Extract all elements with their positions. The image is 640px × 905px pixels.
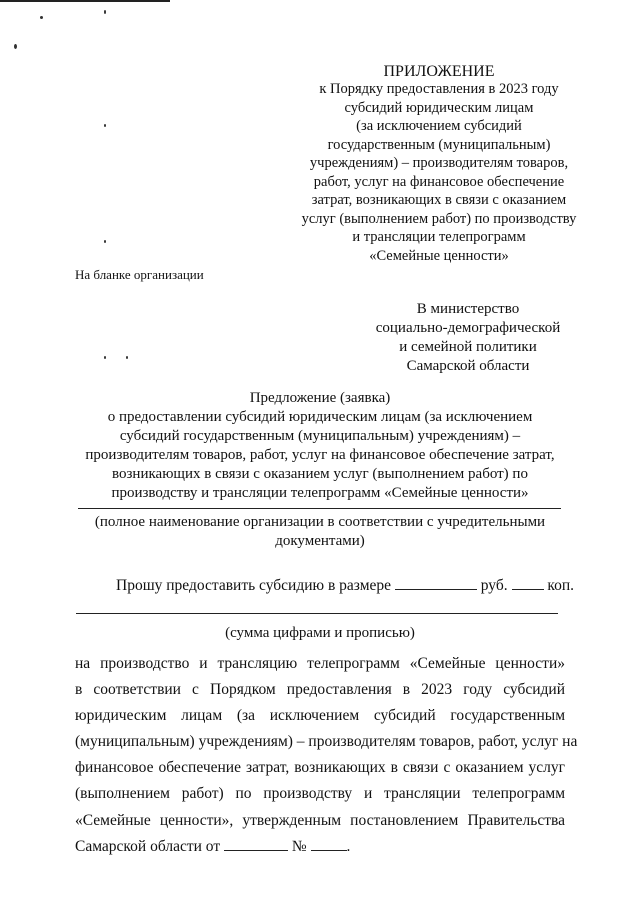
scan-speck xyxy=(126,356,128,359)
appendix-line: «Семейные ценности» xyxy=(369,247,509,264)
addressee-line: В министерство xyxy=(416,301,520,317)
body-line: финансовое обеспечение затрат, возникающих в связи с оказанием услуг xyxy=(75,759,565,777)
proposal-line: субсидий государственным (муниципальным) учреждениям) – xyxy=(119,428,521,444)
proposal-line: производителям товаров, работ, услуг на финансовое обеспечение затрат, xyxy=(85,447,555,463)
proposal-line: возникающих в связи с оказанием услуг (выполнением работ) по xyxy=(112,466,528,482)
scan-speck xyxy=(40,16,43,19)
body-line: в соответствии с Порядком предоставления в 2023 году субсидий xyxy=(75,681,565,699)
body-line: юридическим лицам (за исключением субсидий государственным xyxy=(75,707,565,725)
letterhead-note: На бланке организации xyxy=(75,267,204,282)
caption-line: документами) xyxy=(275,533,365,549)
proposal-line: производству и трансляции телепрограмм «Семейные ценности» xyxy=(111,485,529,501)
scan-speck xyxy=(104,356,106,359)
body-line: (выполнением работ) по производству и трансляции телепрограмм xyxy=(75,785,565,803)
appendix-line: субсидий юридическим лицам xyxy=(344,99,534,116)
scan-speck xyxy=(104,124,106,127)
appendix-line: и трансляции телепрограмм xyxy=(352,229,526,245)
top-rule xyxy=(0,0,170,2)
scan-speck xyxy=(14,44,17,49)
body-last-line: Самарской области от № . xyxy=(75,837,351,855)
body-line: «Семейные ценности», утвержденным постановлением Правительства xyxy=(75,811,565,829)
proposal-heading: Предложение (заявка) xyxy=(249,390,391,406)
resolution-number-field[interactable] xyxy=(311,836,347,851)
proposal-line: о предоставлении субсидий юридическим лицам (за исключением xyxy=(107,409,533,425)
kopecks-unit: коп. xyxy=(547,577,575,594)
request-text: Прошу предоставить субсидию в размере xyxy=(116,577,392,594)
caption-line: (полное наименование организации в соответствии с учредительными xyxy=(94,514,546,530)
addressee-line: Самарской области xyxy=(406,358,530,374)
subsidy-request-line xyxy=(116,575,574,595)
amount-in-words-field[interactable] xyxy=(76,613,558,614)
addressee-line: социально-демографической xyxy=(375,320,561,336)
scan-speck xyxy=(104,10,106,14)
appendix-line: государственным (муниципальным) xyxy=(327,136,551,153)
body-line: (муниципальным) учреждениям) – производителям товаров, работ, услуг на xyxy=(75,733,578,751)
appendix-line: (за исключением субсидий xyxy=(356,118,522,134)
organization-name-field[interactable] xyxy=(78,508,561,509)
appendix-line: услуг (выполнением работ) по производству xyxy=(301,210,577,227)
scan-speck xyxy=(104,240,106,243)
appendix-line: к Порядку предоставления в 2023 году xyxy=(319,81,559,97)
appendix-line: затрат, возникающих в связи с оказанием xyxy=(311,192,567,208)
proposal-title-block xyxy=(75,389,565,503)
rubles-amount-field[interactable] xyxy=(395,575,477,590)
appendix-line: учреждениям) – производителям товаров, xyxy=(309,155,569,171)
amount-caption: (сумма цифрами и прописью) xyxy=(225,625,415,641)
addressee-block xyxy=(368,300,568,376)
appendix-block xyxy=(290,63,588,265)
rubles-unit: руб. xyxy=(480,577,508,594)
number-sign: № xyxy=(291,837,307,855)
kopecks-amount-field[interactable] xyxy=(512,575,544,590)
body-line: Самарской области от xyxy=(75,837,221,855)
resolution-date-field[interactable] xyxy=(224,836,288,851)
body-line: на производство и трансляцию телепрограмм «Семейные ценности» xyxy=(75,655,565,672)
appendix-description xyxy=(290,80,588,265)
body-paragraph xyxy=(75,651,578,860)
appendix-line: работ, услуг на финансовое обеспечение xyxy=(313,173,565,190)
organization-name-caption xyxy=(75,513,565,551)
addressee-line: и семейной политики xyxy=(399,339,537,355)
appendix-title: ПРИЛОЖЕНИЕ xyxy=(383,63,495,80)
